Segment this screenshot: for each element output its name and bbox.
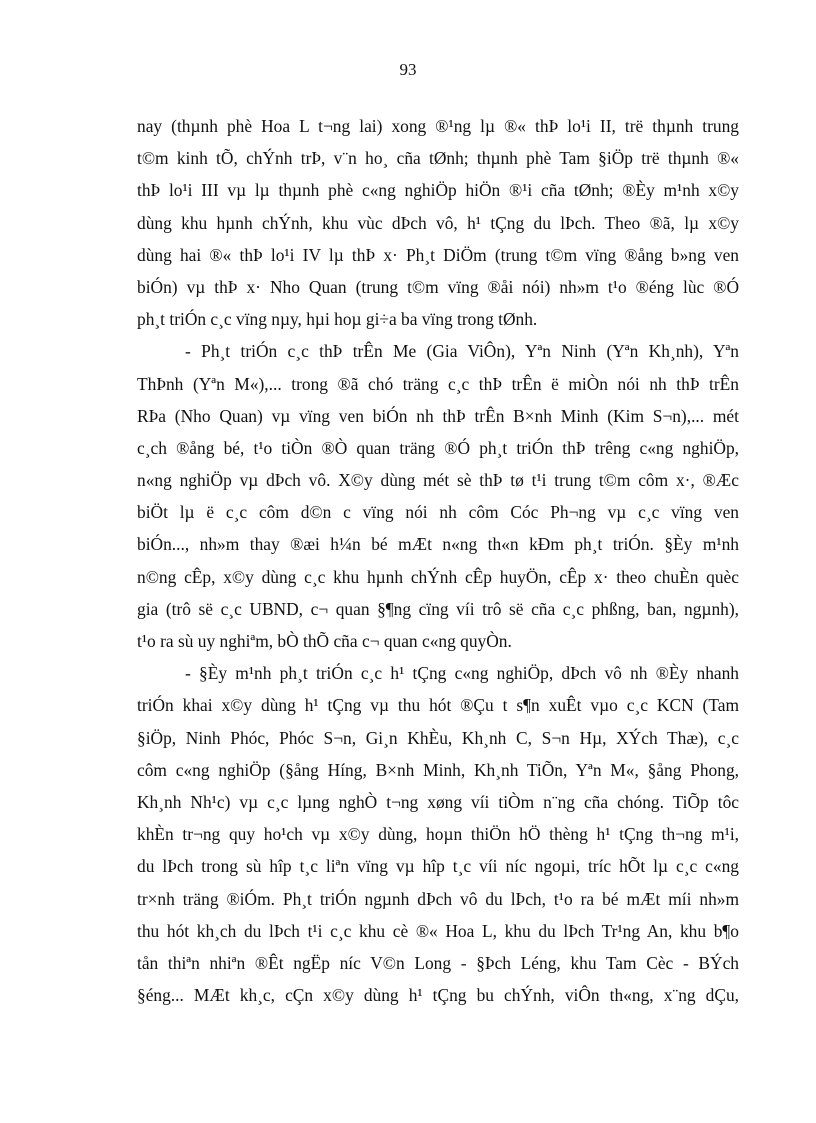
text-line: tr×nh träng ®iÓm. Ph¸t triÓn ngµnh dÞch vô du lÞch, t¹o ra bé mÆt míi nh»m: [137, 888, 739, 909]
text-line: côm c«ng nghiÖp (§ång Híng, B×nh Minh, Kh¸nh TiÕn, Yªn M«, §ång Phong,: [137, 759, 739, 780]
text-line: - §Èy m¹nh ph¸t triÓn c¸c h¹ tÇng c«ng nghiÖp, dÞch vô nh ®Èy nhanh: [185, 663, 739, 684]
text-line: biÓn) vµ thÞ x· Nho Quan (trung t©m vïng ®åi nói) nh»m t¹o ®éng lùc ®Ó: [137, 276, 739, 297]
text-line: n©ng cÊp, x©y dùng c¸c khu hµnh chÝnh cÊp huyÖn, cÊp x· theo chuÈn quèc: [137, 566, 739, 587]
body-text: [137, 110, 739, 1011]
text-line: ThÞnh (Yªn M«),... trong ®ã chó träng c¸c thÞ trÊn ë miÒn nói nh thÞ trÊn: [137, 373, 739, 394]
paragraph-1: [137, 110, 739, 335]
text-line: Kh¸nh Nh¹c) vµ c¸c lµng nghÒ t¬ng xøng víi tiÒm n¨ng cña chóng. TiÕp tôc: [137, 791, 739, 812]
text-line: - Ph¸t triÓn c¸c thÞ trÊn Me (Gia ViÔn), Yªn Ninh (Yªn Kh¸nh), Yªn: [185, 341, 739, 362]
text-line: §éng... MÆt kh¸c, cÇn x©y dùng h¹ tÇng bu chÝnh, viÔn th«ng, x¨ng dÇu,: [137, 985, 739, 1006]
text-line: RÞa (Nho Quan) vµ vïng ven biÓn nh thÞ trÊn B×nh Minh (Kim S¬n),... mét: [137, 405, 739, 426]
text-line: §iÖp, Ninh Phóc, Phóc S¬n, Gi¸n KhÈu, Kh¸nh C, S¬n Hµ, XÝch Thæ), c¸c: [137, 727, 739, 748]
text-line: triÓn khai x©y dùng h¹ tÇng vµ thu hót ®Çu t s¶n xuÊt vµo c¸c KCN (Tam: [137, 695, 739, 716]
page-number: 93: [399, 60, 417, 79]
text-line: n«ng nghiÖp vµ dÞch vô. X©y dùng mét sè thÞ tø t¹i trung t©m côm x·, ®Æc: [137, 470, 739, 491]
text-line: biÓn..., nh»m thay ®æi h¼n bé mÆt n«ng th«n kÐm ph¸t triÓn. §Èy m¹nh: [137, 534, 739, 555]
text-line: du lÞch trong sù hîp t¸c liªn vïng vµ hîp t¸c víi níc ngoµi, tríc hÕt lµ c¸c c«ng: [137, 856, 739, 877]
text-line: dùng hai ®« thÞ lo¹i IV lµ thÞ x· Ph¸t DiÖm (trung t©m vïng ®ång b»ng ven: [137, 244, 739, 265]
text-line: biÖt lµ ë c¸c côm d©n c vïng nói nh côm Cóc Ph¬ng vµ c¸c vïng ven: [137, 502, 739, 523]
paragraph-3: [137, 657, 739, 1011]
text-line: thÞ lo¹i III vµ lµ thµnh phè c«ng nghiÖp hiÖn ®¹i cña tØnh; ®Èy m¹nh x©y: [137, 180, 739, 201]
text-line: nay (thµnh phè Hoa L t¬ng lai) xong ®¹ng lµ ®« thÞ lo¹i II, trë thµnh trung: [137, 116, 739, 136]
paragraph-2: [137, 335, 739, 657]
text-line: thu hót kh¸ch du lÞch t¹i c¸c khu cè ®« Hoa L, khu du lÞch Tr¹ng An, khu b¶o: [137, 920, 739, 941]
text-line: t¹o ra sù uy nghiªm, bÒ thÕ cña c¬ quan c«ng quyÒn.: [137, 631, 512, 651]
text-line: c¸ch ®ång bé, t¹o tiÒn ®Ò quan träng ®Ó ph¸t triÓn thÞ trêng c«ng nghiÖp,: [137, 437, 739, 458]
text-line: tån thiªn nhiªn ®Êt ngËp níc V©n Long - §Þch Léng, khu Tam Cèc - BÝch: [137, 952, 739, 973]
text-line: dùng khu hµnh chÝnh, khu vùc dÞch vô, h¹ tÇng du lÞch. Theo ®ã, lµ x©y: [137, 212, 739, 233]
text-line: t©m kinh tÕ, chÝnh trÞ, v¨n ho¸ cña tØnh; thµnh phè Tam §iÖp trë thµnh ®«: [137, 148, 739, 169]
text-line: ph¸t triÓn c¸c vïng nµy, hµi hoµ gi÷a ba vïng trong tØnh.: [137, 309, 538, 330]
text-line: khÈn tr¬ng quy ho¹ch vµ x©y dùng, hoµn thiÖn hÖ thèng h¹ tÇng th¬ng m¹i,: [137, 824, 739, 845]
text-line: gia (trô së c¸c UBND, c¬ quan §¶ng cïng víi trô së cña c¸c phßng, ban, ngµnh),: [137, 598, 739, 619]
